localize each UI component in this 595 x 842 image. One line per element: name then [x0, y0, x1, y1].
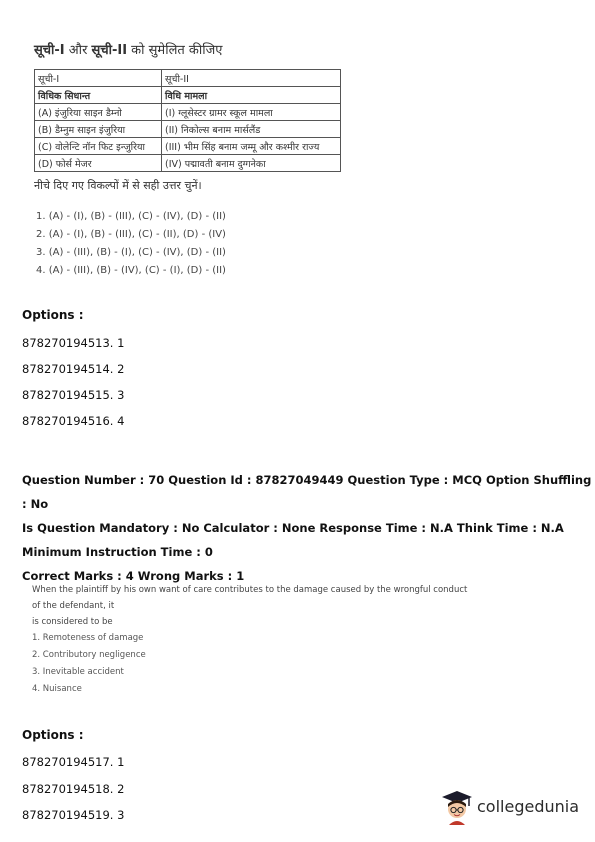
meta-line: Minimum Instruction Time : 0	[22, 545, 213, 559]
list-item: 3. Inevitable accident	[32, 667, 124, 677]
list-1-label: सूची-I	[34, 43, 65, 58]
table-header-cell: सूची-II	[162, 70, 341, 87]
list-item: 1. (A) - (I), (B) - (III), (C) - (IV), (D) - (II)	[36, 211, 226, 222]
list-item: 1. Remoteness of damage	[32, 633, 144, 643]
option-id: 878270194519. 3	[22, 808, 125, 822]
list-item: 4. (A) - (III), (B) - (IV), (C) - (I), (D) - (II)	[36, 265, 226, 276]
meta-line: Is Question Mandatory : No Calculator : None Response Time : N.A Think Time : N.A	[22, 521, 564, 535]
list-2-label: सूची-II	[91, 43, 128, 58]
table-cell: (B) डैम्नुम साइन इंजुरिया	[35, 121, 162, 138]
question-heading	[34, 40, 223, 58]
instruction-text: नीचे दिए गए विकल्पों में से सही उत्तर चुनें।	[34, 179, 202, 192]
table-row	[35, 104, 341, 121]
table-cell: (I) ग्लूसेस्टर ग्रामर स्कूल मामला	[162, 104, 341, 121]
match-table	[34, 69, 341, 172]
option-id: 878270194516. 4	[22, 414, 125, 428]
option-id: 878270194517. 1	[22, 755, 125, 769]
question-text	[32, 582, 472, 630]
list-item: 2. Contributory negligence	[32, 650, 146, 660]
table-row	[35, 121, 341, 138]
table-cell: (IV) पद्मावती बनाम दुग्गनेका	[162, 155, 341, 172]
logo-text: collegedunia	[477, 797, 580, 816]
list-item: 2. (A) - (I), (B) - (III), (C) - (II), (D) - (IV)	[36, 229, 226, 240]
table-cell: (A) इंजुरिया साइन डैम्नो	[35, 104, 162, 121]
collegedunia-logo	[441, 789, 581, 825]
options-label: Options :	[22, 308, 84, 322]
choice-list	[32, 630, 146, 698]
meta-line: Correct Marks : 4 Wrong Marks : 1	[22, 569, 245, 583]
table-row	[35, 138, 341, 155]
table-subheader-cell: विधि मामला	[162, 87, 341, 104]
meta-line: Question Number : 70 Question Id : 87827049449 Question Type : MCQ Option Shuffling : No	[22, 473, 592, 511]
table-header-row	[35, 70, 341, 87]
option-id: 878270194518. 2	[22, 782, 125, 796]
table-header-cell: सूची-I	[35, 70, 162, 87]
table-cell: (II) निकोल्स बनाम मार्सलैंड	[162, 121, 341, 138]
option-id: 878270194515. 3	[22, 388, 125, 402]
list-item: 4. Nuisance	[32, 684, 82, 694]
question-meta	[22, 468, 595, 588]
option-id: 878270194513. 1	[22, 336, 125, 350]
table-row	[35, 155, 341, 172]
options-label: Options :	[22, 728, 84, 742]
list-item: 3. (A) - (III), (B) - (I), (C) - (IV), (D) - (II)	[36, 247, 226, 258]
heading-and: और	[64, 43, 92, 58]
option-id: 878270194514. 2	[22, 362, 125, 376]
question-text-line: When the plaintiff by his own want of care contributes to the damage caused by the wrongful conduct of the defendant, it	[32, 585, 468, 611]
question-text-line: is considered to be	[32, 617, 113, 627]
graduate-mascot-icon	[441, 789, 473, 825]
table-cell: (III) भीम सिंह बनाम जम्मू और कश्मीर राज्य	[162, 138, 341, 155]
choice-list	[36, 208, 226, 280]
table-cell: (C) वोलेन्टि नॉन फिट इन्जुरिया	[35, 138, 162, 155]
table-subheader-cell: विधिक सिधान्त	[35, 87, 162, 104]
heading-tail: को सुमेलित कीजिए	[127, 43, 223, 58]
table-subheader-row	[35, 87, 341, 104]
table-cell: (D) फोर्स मेजर	[35, 155, 162, 172]
